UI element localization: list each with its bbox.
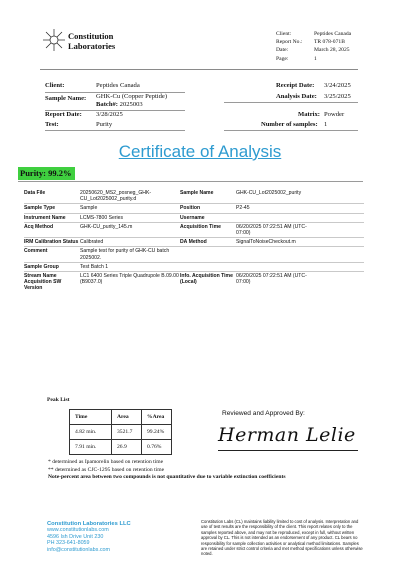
logo-line-1: Constitution — [68, 31, 114, 41]
samples-count-label: Number of samples: — [261, 121, 318, 128]
laboratory-logo-icon — [42, 28, 66, 52]
purity-badge: Purity: 99.2% — [18, 167, 75, 180]
samples-underline — [224, 130, 358, 131]
peak-list-title: Peak List — [47, 397, 70, 403]
client-value: Peptides Canada — [96, 82, 140, 89]
test-underline — [45, 130, 185, 131]
meta-report-label: Report No.: — [276, 39, 303, 46]
note-percent-area: Note-percent area between two compounds is not quantitative due to variable extinction coefficients — [48, 474, 286, 481]
detail-label: Instrument Name — [24, 214, 66, 221]
analysis-date-label: Analysis Date: — [276, 93, 317, 100]
report-meta — [276, 30, 351, 63]
details-row — [24, 263, 364, 272]
detail-label: Acq Method — [24, 223, 54, 230]
details-row — [24, 189, 364, 204]
col-time: Time — [70, 410, 112, 425]
detail-label: Username — [180, 214, 205, 221]
detail-label: Info. Acquisition Time (Local) — [180, 273, 233, 286]
col-area: Area — [112, 410, 142, 425]
detail-value: SignalToNoiseCheckout.m — [236, 239, 296, 246]
detail-label: Comment — [24, 248, 48, 255]
footer-phone: PH 323-641-8059 — [47, 540, 90, 547]
meta-date-label: Date: — [276, 47, 289, 54]
detail-label: IRM Calibration Status — [24, 239, 79, 246]
details-row — [24, 247, 364, 262]
detail-value: LC1 6400 Series Triple Quadrupole B.09.00 (B9037.0) — [80, 273, 179, 286]
receipt-date-value: 3/24/2025 — [324, 82, 351, 89]
detail-value: LCMS-7800 Series — [80, 214, 124, 221]
detail-label: Acquisition Time — [180, 223, 221, 230]
sample-details-table — [24, 189, 364, 293]
signature-line — [218, 450, 358, 451]
detail-label: Sample Type — [24, 205, 56, 212]
test-label: Test: — [45, 121, 59, 128]
detail-label — [180, 264, 236, 270]
reviewer-signature: Herman Lelie — [218, 424, 356, 446]
detail-value — [236, 264, 320, 270]
report-date-label: Report Date: — [45, 111, 82, 118]
peak-list-table — [69, 409, 172, 455]
detail-label: Data File — [24, 190, 46, 196]
peak-area: 26.9 — [112, 440, 142, 455]
detail-value — [236, 215, 320, 221]
details-row — [24, 238, 364, 247]
analysis-date-value: 3/25/2025 — [324, 93, 351, 100]
table-row — [70, 425, 172, 440]
detail-label: Stream Name Acquisition SW Version — [24, 273, 62, 292]
footer-email-link[interactable]: info@constitutionlabs.com — [47, 546, 111, 553]
sample-value: GHK-Cu (Copper Peptide) — [96, 93, 168, 100]
detail-value: 06/20/2025 07:22:51 AM (UTC-07:00) — [236, 223, 307, 237]
company-contact — [47, 521, 131, 553]
detail-label — [180, 248, 236, 260]
detail-label: Position — [180, 205, 201, 212]
company-logo-text — [68, 31, 115, 51]
receipt-date-label: Receipt Date: — [276, 82, 315, 89]
test-value: Purity — [96, 121, 113, 128]
page-title: Certificate of Analysis — [118, 142, 282, 161]
meta-date-value: March 28, 2025 — [314, 47, 350, 54]
header-divider — [40, 69, 358, 70]
details-row — [24, 204, 364, 213]
detail-value: P2-45 — [236, 205, 250, 212]
detail-label: DA Method — [180, 239, 207, 246]
detail-value: Calibrated — [80, 239, 104, 246]
purity-divider — [18, 181, 363, 182]
sample-label: Sample Name: — [45, 95, 87, 102]
footer-company-name: Constitution Laboratories LLC — [47, 521, 131, 527]
detail-value — [236, 248, 320, 260]
meta-client-label: Client: — [276, 31, 292, 37]
detail-value: GHK-CU_purity_145.m — [80, 223, 133, 230]
analysis-underline — [224, 102, 358, 103]
peak-time: 4.82 min. — [70, 425, 112, 440]
matrix-label: Matrix: — [298, 111, 320, 118]
detail-label: Sample Name — [180, 190, 214, 196]
detail-value: 20250620_MS2_posneg_GHK-CU_Lot2025002_purity.d — [80, 190, 152, 203]
client-label: Client: — [45, 82, 65, 89]
details-row — [24, 272, 364, 293]
samples-count-value: 1 — [324, 121, 328, 128]
note-ipamorelin: * determined as Ipamorelin based on retention time — [48, 459, 164, 465]
details-row — [24, 214, 364, 223]
matrix-value: Powder — [324, 111, 345, 118]
table-row — [70, 440, 172, 455]
footer-website-link[interactable]: www.constitutionlabs.com — [47, 527, 109, 534]
footer-address: 4596 Ish Drive Unit 230 — [47, 533, 104, 540]
detail-value: 06/20/2025 07:22:51 AM (UTC-07:00) — [236, 273, 307, 286]
peak-time: 7.91 min. — [70, 440, 112, 455]
logo-line-2: Laboratories — [68, 41, 116, 51]
meta-report-value: TR 078-071B — [314, 39, 345, 46]
details-row — [24, 223, 364, 238]
note-cjc1295: ** determined as CJC-1295 based on retention time — [48, 466, 165, 473]
peak-percent: 99.24% — [142, 425, 172, 440]
peak-percent: 0.76% — [142, 440, 172, 455]
col-percent-area: %Area — [142, 410, 172, 425]
report-date-value: 3/28/2025 — [96, 111, 123, 118]
footnotes — [48, 459, 286, 482]
batch-line: Batch#: 2025003 — [96, 101, 143, 108]
meta-client-value: Peptides Canada — [314, 31, 352, 37]
detail-label: Sample Group — [24, 263, 59, 270]
detail-value: GHK-CU_Lot2025002_purity — [236, 190, 302, 196]
meta-page-label: Page: — [276, 55, 289, 62]
liability-disclaimer: Constitution Labs (CL) maintains liability limited to cost of analysis. Interpretation and use of test results are the responsibility of the client. This report relates only to the samples reported above, and may not be reproduced, except in full, without written approval by CL. This is not intended as an endorsement of any product. CL bears no responsibility for sample collection activities or analytical method limitations. Samples are retained under strict control criteria and met method specifications unless otherwise noted. — [201, 519, 363, 557]
peak-table-header — [70, 410, 172, 425]
detail-value: Sample test for purity of GHK-CU batch 2025002. — [80, 248, 170, 261]
meta-page-value: 1 — [314, 55, 317, 62]
detail-value: Sample — [80, 205, 98, 212]
peak-area: 3521.7 — [112, 425, 142, 440]
detail-value: Test Batch 1 — [80, 263, 109, 270]
reviewed-label: Reviewed and Approved By: — [222, 410, 305, 417]
